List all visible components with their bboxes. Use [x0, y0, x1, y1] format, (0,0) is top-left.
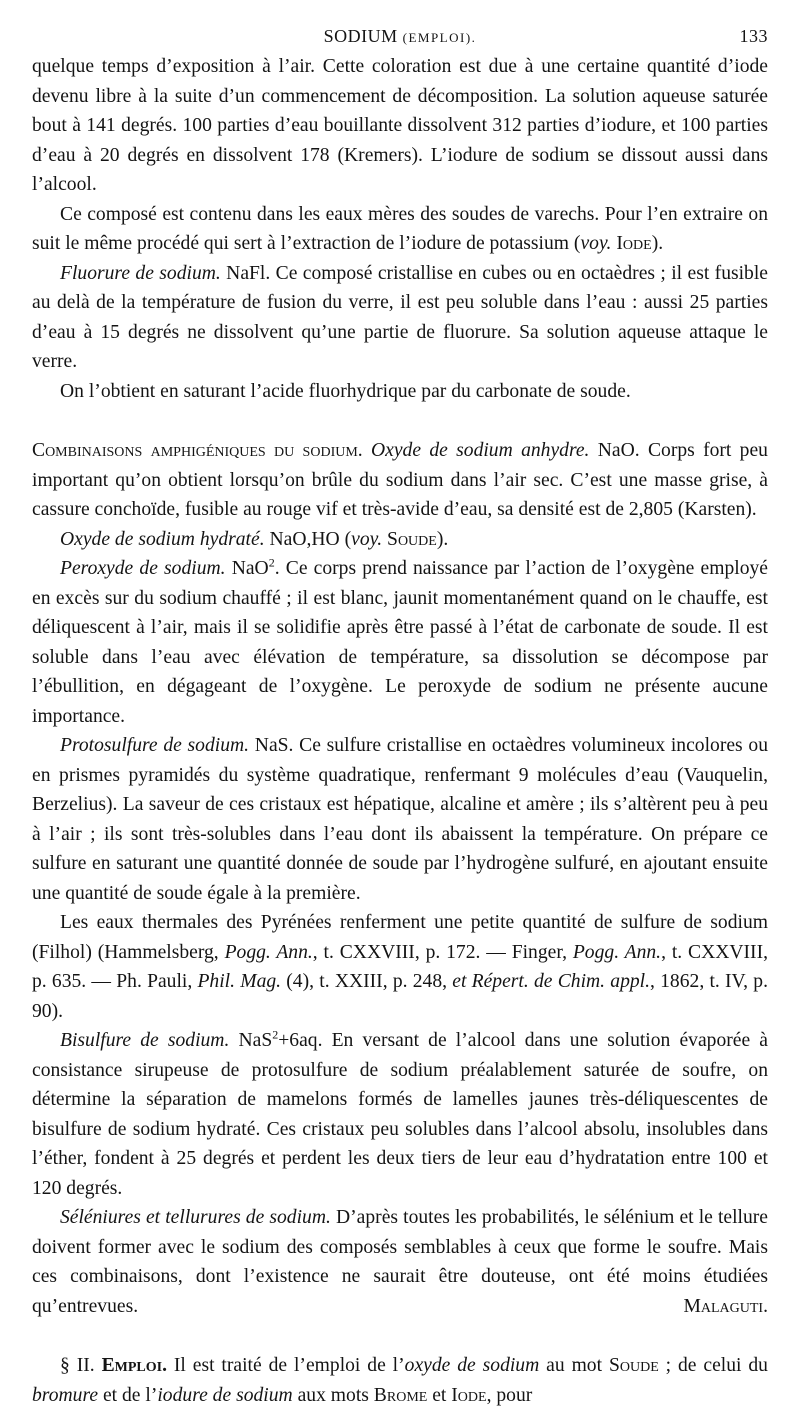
section-number: § II. [60, 1355, 95, 1376]
paragraph-oxyde-hydrate: Oxyde de sodium hydraté. NaO,HO (voy. Soude). [60, 528, 449, 550]
running-title [32, 22, 768, 53]
paragraph-fluorure: Fluorure de sodium. NaFl. Ce composé cristallise en cubes ou en octaèdres ; il est fusible au delà de la température de fusion du verre, il est peu soluble dans l’eau : aussi 25 parties d’eau à 15 degrés ne dissolvent qu’une partie de fluorure. Sa solution aqueuse attaque le verre. [32, 262, 768, 372]
section-heading-emploi: Emploi. [101, 1355, 167, 1376]
term-oxyde-anhydre: Oxyde de sodium anhydre. [371, 440, 590, 461]
running-title-main: SODIUM [323, 26, 398, 46]
term-fluorure: Fluorure de sodium. [60, 262, 221, 284]
paragraph-varechs: Ce composé est contenu dans les eaux mères des soudes de varechs. Pour l’en extraire on suit le même procédé qui sert à l’extraction de l’iodure de potassium (voy. Iode). [32, 203, 768, 254]
paragraph-seleniures: Séléniures et tellurures de sodium. D’après toutes les probabilités, le sélénium et le tellure doivent former avec le sodium des composés semblables à ceux que forme le soufre. Mais ces combinaisons, dont l’existence ne saurait être douteuse, ont été moins étudiées qu’entrevues. Malaguti. [32, 1203, 768, 1321]
section-gap [32, 406, 768, 436]
term-seleniures: Séléniures et tellurures de sodium. [60, 1207, 331, 1228]
cross-reference-soude: Soude [387, 528, 437, 550]
term-oxyde-hydrate: Oxyde de sodium hydraté. [60, 528, 265, 550]
running-title-sub: (EMPLOI). [402, 30, 477, 45]
running-head [32, 22, 768, 52]
paragraph-eaux-thermales: Les eaux thermales des Pyrénées renferment une petite quantité de sulfure de sodium (Filhol) (Hammelsberg, Pogg. Ann., t. CXXVIII, p. 172. — Finger, Pogg. Ann., t. CXXVIII, p. 635. — Ph. Pauli, Phil. Mag. (4), t. XXIII, p. 248, et Répert. de Chim. appl., 1862, t. IV, p. 90). [32, 912, 769, 1022]
document-page [32, 22, 768, 1410]
page-number: 133 [739, 26, 768, 46]
cross-reference-iode: Iode [616, 233, 652, 254]
section-gap [32, 1321, 768, 1351]
term-protosulfure: Protosulfure de sodium. [60, 735, 250, 756]
term-peroxyde: Peroxyde de sodium. [60, 558, 226, 579]
paragraph-fluorure-preparation: On l’obtient en saturant l’acide fluorhydrique par du carbonate de soude. [60, 380, 631, 402]
paragraph-bisulfure: Bisulfure de sodium. NaS$^2$+6aq. En versant de l’alcool dans une solution évaporée à consistance sirupeuse de protosulfure de sodium préalablement saturée de soufre, on détermine la séparation de mamelons formés de lamelles jaunes très-déliquescentes de bisulfure de sodium hydraté. Ces cristaux peu solubles dans l’alcool absolu, insolubles dans l’éther, fondent à 25 degrés et perdent les deux tiers de leur eau d’hydratation entre 100 et 120 degrés. [32, 1027, 768, 1199]
term-bisulfure: Bisulfure de sodium. [60, 1030, 230, 1051]
author-signature: Malaguti. [683, 1295, 768, 1317]
section-heading-combinaisons: Combinaisons amphigéniques du sodium. [32, 440, 363, 461]
paragraph-emploi: § II. Emploi. Il est traité de l’emploi de l’oxyde de sodium au mot Soude ; de celui du bromure et de l’iodure de sodium aux mots Brome et Iode, pour [32, 1355, 768, 1406]
paragraph-peroxyde: Peroxyde de sodium. NaO$^2$. Ce corps prend naissance par l’action de l’oxygène employé en excès sur du sodium chauffé ; il est blanc, jaunit momentanément quand on le chauffe, est déliquescent à l’air, mais il se solidifie après être passé à l’état de carbonate de soude. Il est soluble dans l’eau avec élévation de température, sa dissolution se décompose par l’ébullition, en dégageant de l’oxygène. Le peroxyde de sodium ne présente aucune importance. [32, 555, 768, 727]
paragraph-oxyde-anhydre: Combinaisons amphigéniques du sodium. Oxyde de sodium anhydre. NaO. Corps fort peu important qu’on obtient lorsqu’on brûle du sodium dans l’air sec. C’est une masse grise, à cassure conchoïde, fusible au rouge vif et très-avide d’eau, sa densité est de 2,805 (Karsten). [32, 440, 768, 520]
paragraph-protosulfure: Protosulfure de sodium. NaS. Ce sulfure cristallise en octaèdres volumineux incolores ou en prismes pyramidés du système quadratique, renfermant 9 molécules d’eau (Vauquelin, Berzelius). La saveur de ces cristaux est hépatique, alcaline et amère ; ils s’altèrent peu à peu à l’air ; ils sont très-solubles dans l’eau dont ils abaissent la température. On prépare ce sulfure en saturant une quantité donnée de soude par l’hydrogène sulfuré, en ajoutant ensuite une quantité de soude égale à la première. [32, 735, 768, 904]
paragraph-iodure-continued: quelque temps d’exposition à l’air. Cette coloration est due à une certaine quantité d’iode devenu libre à la suite d’un commencement de décomposition. La solution aqueuse saturée bout à 141 degrés. 100 parties d’eau bouillante dissolvent 312 parties d’iodure, et 100 parties d’eau à 20 degrés en dissolvent 178 (Kremers). L’iodure de sodium se dissout aussi dans l’alcool. [32, 56, 768, 195]
